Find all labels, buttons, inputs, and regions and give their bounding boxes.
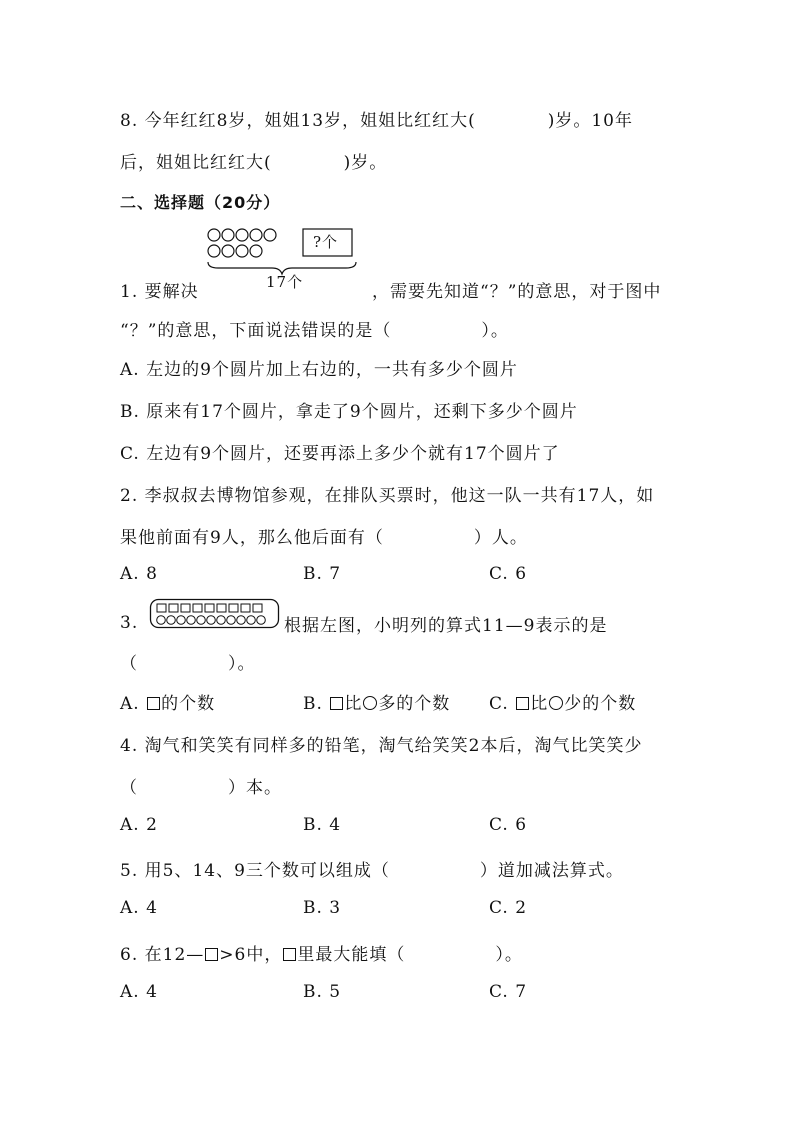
q3-number: 3. (120, 613, 139, 633)
square-icon (516, 697, 529, 710)
q3-figure (149, 598, 281, 630)
q4-option-b: B. 4 (303, 815, 342, 835)
q4-line2: （ ）本。 (120, 778, 282, 798)
q6-option-c: C. 7 (489, 982, 528, 1002)
q2-line1: 2. 李叔叔去博物馆参观，在排队买票时，他这一队一共有17人，如 (120, 486, 655, 506)
q6-suffix: >6中， (219, 945, 283, 965)
q3-option-b (303, 689, 450, 714)
q6-option-b: B. 5 (303, 982, 342, 1002)
circle-icon (363, 696, 377, 710)
q1-line1-start: 1. 要解决 (120, 282, 199, 302)
q2-option-a: A. 8 (120, 564, 158, 584)
q3-option-a-text: 的个数 (161, 694, 216, 714)
q8-line2: 后，姐姐比红红大( )岁。 (120, 153, 388, 173)
q2-option-b: B. 7 (303, 564, 342, 584)
q3-option-b-mid: 比 (344, 694, 363, 714)
q5-line1: 5. 用5、14、9三个数可以组成（ ）道加减法算式。 (120, 861, 624, 881)
q1-option-c: C. 左边有9个圆片，还要再添上多少个就有17个圆片了 (120, 444, 560, 464)
q1-option-a: A. 左边的9个圆片加上右边的，一共有多少个圆片 (120, 360, 518, 380)
q3-option-c-mid: 比 (530, 694, 549, 714)
square-icon (205, 948, 218, 961)
q3-line1: 根据左图，小明列的算式11—9表示的是 (284, 616, 608, 636)
q4-line1: 4. 淘气和笑笑有同样多的铅笔，淘气给笑笑2本后，淘气比笑笑少 (120, 736, 643, 756)
q3-option-c-text: 少的个数 (564, 694, 637, 714)
q5-option-a: A. 4 (120, 898, 158, 918)
q2-option-c: C. 6 (489, 564, 528, 584)
q1-line1-end: ，需要先知道“？”的意思，对于图中 (372, 282, 662, 302)
q3-line2: （ ）。 (120, 654, 256, 674)
square-icon (147, 697, 160, 710)
q2-line2: 果他前面有9人，那么他后面有（ ）人。 (120, 528, 528, 548)
square-icon (283, 948, 296, 961)
q3-option-c-prefix: C. (489, 694, 509, 714)
section-title: 二、选择题（20分） (120, 193, 281, 212)
q3-option-b-prefix: B. (303, 694, 323, 714)
q6-prefix: 6. 在12— (120, 945, 205, 965)
q1-option-b: B. 原来有17个圆片，拿走了9个圆片，还剩下多少个圆片 (120, 402, 578, 422)
q5-option-b: B. 3 (303, 898, 342, 918)
q3-option-c (489, 689, 636, 714)
q5-option-c: C. 2 (489, 898, 528, 918)
square-icon (330, 697, 343, 710)
q3-option-a-prefix: A. (120, 694, 140, 714)
circle-icon (549, 696, 563, 710)
q3-circles (157, 616, 266, 625)
q1-line2: “？”的意思，下面说法错误的是（ ）。 (120, 321, 509, 341)
q6-line1 (120, 940, 523, 965)
q8-line1: 8. 今年红红8岁，姐姐13岁，姐姐比红红大( )岁。10年 (120, 111, 633, 131)
q6-suffix2: 里最大能填（ ）。 (297, 945, 523, 965)
q1-box-label: ?个 (313, 233, 339, 251)
q3-squares (157, 604, 262, 612)
q6-option-a: A. 4 (120, 982, 158, 1002)
q1-circles (208, 229, 276, 257)
q3-option-b-text: 多的个数 (378, 694, 451, 714)
q4-option-c: C. 6 (489, 815, 528, 835)
q4-option-a: A. 2 (120, 815, 158, 835)
q1-brace-label: 17个 (266, 273, 304, 291)
q3-option-a (120, 689, 215, 714)
